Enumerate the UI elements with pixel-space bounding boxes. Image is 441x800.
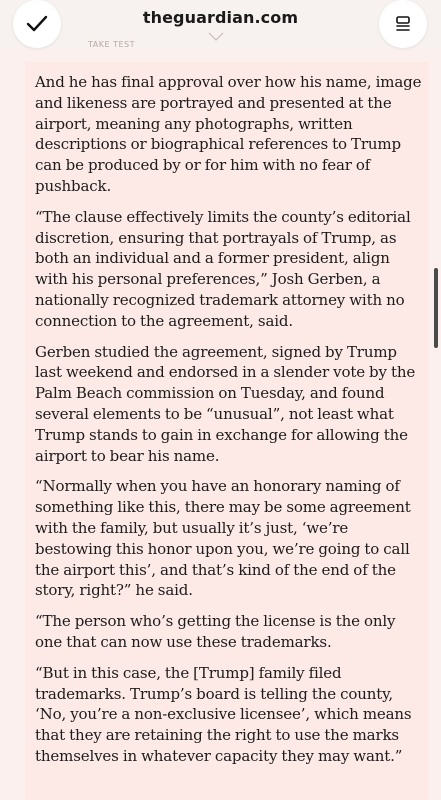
article-paragraph: “The person who’s getting the license is the only one that can now use these trademarks. <box>35 612 396 651</box>
article-paragraph: Gerben studied the agreement, signed by Trump last weekend and endorsed in a slender vote by the Palm Beach commission on Tuesday, and found several elements to be “unusual”, not least what Trump stands to gain in exchange for allowing the airport to bear his name. <box>35 342 416 465</box>
article-paragraph: And he has final approval over how his name, image and likeness are portrayed and presented at the airport, meaning any photographs, written descriptions or biographical references to Trump can be produced by or for him with no fear of pushback. <box>35 73 422 195</box>
reader-mode-icon <box>394 16 412 32</box>
article-paragraph: “The clause effectively limits the county’s editorial discretion, ensuring that portrayals of Trump, as both an individual and a former president, align with his personal preferences,” Josh Gerben, a nationally recognized trademark attorney with no connection to the agreement, said. <box>35 207 411 330</box>
article-body <box>35 72 425 777</box>
background-peek-text: TAKE TEST <box>88 40 135 49</box>
scrollbar-thumb[interactable] <box>434 268 438 348</box>
article-excerpt <box>25 62 429 800</box>
background-peek-mark <box>206 30 226 44</box>
article-paragraph: “But in this case, the [Trump] family filed trademarks. Trump’s board is telling the county, ‘No, you’re a non-exclusive licensee’, which means that they are retaining the right to use the marks themselves in whatever capacity they may want.” <box>35 663 412 765</box>
article-paragraph: “Normally when you have an honorary naming of something like this, there may be some agreement with the family, but usually it’s just, ‘we’re bestowing this honor upon you, we’re going to call the airport this’, and that’s kind of the end of the story, right?” he said. <box>35 477 411 600</box>
url-label[interactable]: theguardian.com <box>142 8 299 27</box>
reader-mode-button[interactable] <box>379 0 427 48</box>
